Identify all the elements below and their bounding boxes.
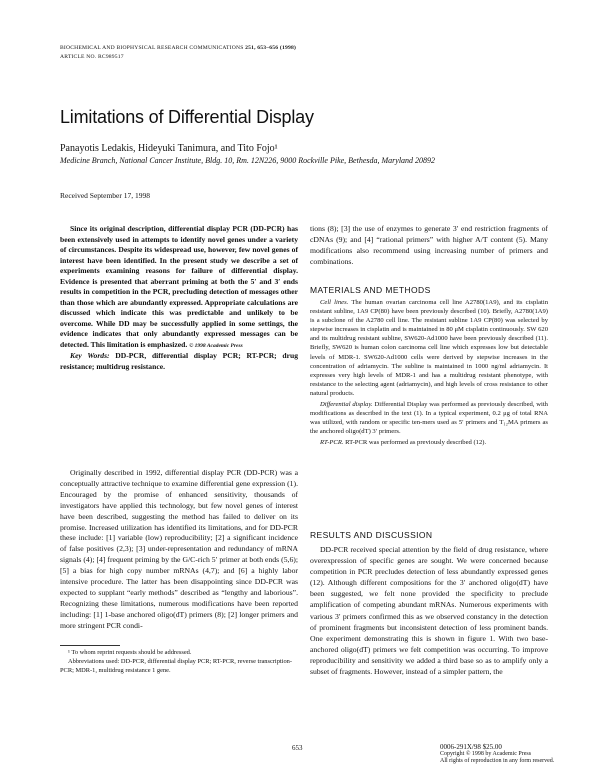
- cell-lines-label: Cell lines.: [320, 299, 349, 306]
- journal-header: [60, 44, 296, 61]
- results-heading: RESULTS AND DISCUSSION: [310, 530, 433, 540]
- abbreviations: Abbreviations used: DD-PCR, differential display PCR; RT-PCR, reverse transcription-PCR; MDR-1, multidrug resistance 1 gene.: [60, 658, 292, 674]
- results-text: DD-PCR received special attention by the field of drug resistance, where overexpression of specific genes are sought. We were concerned because competition in PCR precludes detection of less abundantly expressed genes (12). Although different compositions for the 3′ anchored oligo(dT) have been suggested, we felt none provided the specificity to preclude amplification of competing abundant mRNAs. Numerous experiments with various 3′ primers confirmed this as we observed constancy in the detection of prominent fragments but inconsistent detection of less prominent bands. One experiment demonstrating this is shown in figure 1. With two base-anchored oligo(dT) primers we felt competition was occurring. To improve reproducibility and sensitivity we added a third base so as to amplify only a subset of fragments. However, instead of a simpler pattern, the: [310, 545, 548, 677]
- rights-line: All rights of reproduction in any form reserved.: [440, 758, 555, 765]
- page-number: 653: [292, 744, 303, 752]
- intro-continued: tions (8); [3] the use of enzymes to generate 3′ end restriction fragments of cDNAs (9); and [4] “rational primers” with higher A/T content (5). Many modifications also recommend using increasing number of primers and combinations.: [310, 224, 548, 266]
- footnotes: [60, 648, 298, 675]
- journal-name: BIOCHEMICAL AND BIOPHYSICAL RESEARCH COMMUNICATIONS: [60, 45, 244, 51]
- cell-lines-text: The human ovarian carcinoma cell line A2780(1A9), and its cisplatin resistant subline, 1A9 CP(80) have been previously described (10). Briefly, A2780(1A9) is a subclone of the A2780 cell line. The resistant subline 1A9 CP(80) was selected by stepwise increases in cisplatin and is maintained in 80 μM cisplatin continuously. SW 620 and its multidrug resistant subline, SW620-Ad1000 have been previously described (11). Briefly, SW620 is human colon carcinoma cell line which expresses low but detectable levels of MDR-1. SW620-Ad1000 cells were derived by stepwise increases in the concentration of adriamycin. The subline is maintained in 1000 ng/ml adriamycin. It expresses very high levels of MDR-1 and has a multidrug resistant phenotype, with resistance to the selecting agent (adriamycin), and high levels of cross resistance to other natural products.: [310, 299, 548, 397]
- abstract-copyright: © 1998 Academic Press: [189, 342, 243, 349]
- article-number: ARTICLE NO. RC989517: [60, 53, 124, 60]
- intro-paragraph: Originally described in 1992, differential display PCR (DD-PCR) was a conceptually attractive technique to examine differential gene expression (1). Encouraged by the promise of enhanced sensitivity, thousands of investigators have applied this technology, but few novel genes of interest have been described, suggesting the method has failed to deliver on its promise. Increased utilization has identified its limitations, and for DD-PCR these include: [1] variable (low) reproducibility; [2] a significant incidence of false positives (2,3); [3] under-representation and redundancy of mRNA signals (4); [4] frequent priming by the G/C-rich 5′ primer at both ends (5,6); [5] a bias for high copy number mRNAs (4,7); and [6] a highly labor intensive procedure. The latter has been disappointing since DD-PCR was expected to supplant “early methods” described as “lengthy and laborious”. Recognizing these limitations, numerous modifications have been reported including: [1] 1-base anchored oligo(dT) primers (8); [2] longer primers and more stringent PCR condi-: [60, 468, 298, 630]
- keywords-label: Key Words:: [70, 351, 110, 360]
- footnote-rule: [60, 645, 120, 646]
- rtpcr-text: RT-PCR was performed as previously described (12).: [345, 439, 487, 447]
- volume-pages: 251, 653–656 (1998): [245, 45, 297, 51]
- footnote-1: ¹ To whom reprint requests should be addressed.: [68, 649, 192, 656]
- methods-section: [310, 298, 548, 450]
- dd-label: Differential display.: [320, 401, 373, 409]
- dd-text: Differential Display was performed as previously described, with modifications as described in the text (1). In a typical experiment, 0.2 μg of total RNA was utilized, with random or specific ten-mers used as 5′ primers and T₁₂MA primers as the anchored oligo(dT) 3′ primers.: [310, 401, 548, 436]
- keywords: DD-PCR, differential display PCR; RT-PCR; drug resistance; multidrug resistance.: [60, 351, 299, 371]
- paper-title: Limitations of Differential Display: [60, 107, 314, 127]
- authors: Panayotis Ledakis, Hideyuki Tanimura, and Tito Fojo¹: [60, 143, 278, 154]
- methods-heading: MATERIALS AND METHODS: [310, 285, 431, 295]
- affiliation: Medicine Branch, National Cancer Institute, Bldg. 10, Rm. 12N226, 9000 Rockville Pike, Bethesda, Maryland 20892: [60, 156, 436, 165]
- rtpcr-label: RT-PCR.: [320, 439, 344, 447]
- abstract: [60, 224, 298, 372]
- copyright-block: [440, 744, 554, 766]
- right-column-intro-continued: [310, 224, 548, 268]
- price-code: 0006-291X/98 $25.00: [440, 743, 502, 751]
- copyright-line: Copyright © 1998 by Academic Press: [440, 751, 532, 758]
- received-date: Received September 17, 1998: [60, 191, 150, 200]
- introduction: [60, 468, 298, 632]
- abstract-text: Since its original description, differential display PCR (DD-PCR) has been extensively used in attempts to identify novel genes under a variety of circumstances. Despite its widespread use, however, few novel genes of interest have been identified. In the present study we describe a set of experiments examining reasons for failure of differential display. Evidence is presented that aberrant priming at both the 5′ and 3′ ends results in competition in the PCR, precluding detection of messages other than those which are abundantly expressed. Appropriate calculations are discussed which indicate this was predictable and unlikely to be overcome. While DD may be successfully applied in some settings, the evidence indicates that only abundantly expressed messages can be detected. This limitation is emphasized.: [60, 224, 298, 349]
- results-section: [310, 544, 548, 677]
